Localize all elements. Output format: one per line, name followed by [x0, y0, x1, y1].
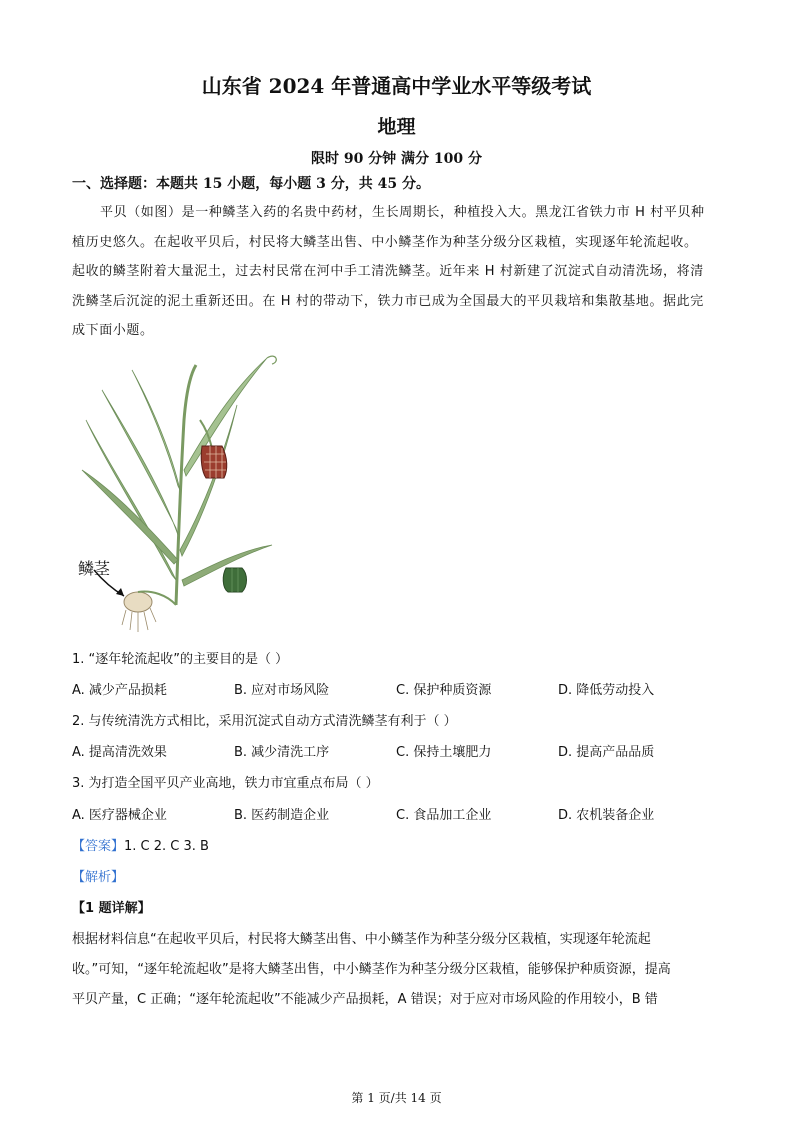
question-1-option-d: D. 降低劳动投入	[558, 683, 655, 698]
analysis-line: 根据材料信息“在起收平贝后，村民将大鳞茎出售、中小鳞茎作为种茎分级分区栽植，实现逐年轮流起	[72, 932, 651, 947]
question-3-option-b: B. 医药制造企业	[234, 808, 330, 823]
bulb-label: 鳞茎	[78, 559, 111, 578]
intro-line: 成下面小题。	[72, 323, 154, 338]
question-2-option-c: C. 保持土壤肥力	[396, 745, 492, 760]
analysis-line: 平贝产量，C 正确；“逐年轮流起收”不能减少产品损耗，A 错误；对于应对市场风险的作用较小，B 错	[72, 992, 658, 1007]
intro-line: 起收的鳞茎附着大量泥土，过去村民常在河中手工清洗鳞茎。近年来 H 村新建了沉淀式自动清洗场，将清	[72, 264, 704, 279]
answer-values: 1. C 2. C 3. B	[124, 839, 209, 854]
detail-heading: 【1 题详解】	[72, 901, 151, 916]
intro-line: 植历史悠久。在起收平贝后，村民将大鳞茎出售、中小鳞茎作为种茎分级分区栽植，实现逐年轮流起收。	[72, 234, 698, 250]
question-2-stem: 2. 与传统清洗方式相比，采用沉淀式自动方式清洗鳞茎有利于（ ）	[72, 714, 457, 729]
fritillaria-plant-illustration	[72, 350, 282, 639]
answer-tag: 【答案】	[72, 839, 125, 854]
question-1-stem: 1. “逐年轮流起收”的主要目的是（ ）	[72, 652, 289, 667]
question-2-option-d: D. 提高产品品质	[558, 745, 655, 760]
question-1-option-c: C. 保护种质资源	[396, 683, 492, 698]
intro-line: 洗鳞茎后沉淀的泥土重新还田。在 H 村的带动下，铁力市已成为全国最大的平贝栽培和集散基地。据此完	[72, 293, 704, 309]
analysis-paragraph	[72, 925, 722, 1015]
intro-line: 平贝（如图）是一种鳞茎入药的名贵中药材，生长周期长，种植投入大。黑龙江省铁力市 H 村平贝种	[100, 205, 705, 220]
section-heading: 一、选择题：本题共 15 小题，每小题 3 分，共 45 分。	[72, 176, 430, 192]
subject-title: 地理	[377, 116, 416, 138]
analysis-line: 收。”可知，“逐年轮流起收”是将大鳞茎出售，中小鳞茎作为种茎分级分区栽植，能够保护种质资源，提高	[72, 962, 671, 977]
page-footer: 第 1 页/共 14 页	[351, 1091, 442, 1105]
question-1-option-a: A. 减少产品损耗	[72, 683, 167, 698]
question-2-option-b: B. 减少清洗工序	[234, 745, 330, 760]
answer-line	[72, 835, 209, 854]
question-1-option-b: B. 应对市场风险	[234, 683, 330, 698]
exam-title: 山东省 2024 年普通高中学业水平等级考试	[201, 74, 592, 98]
question-3-option-a: A. 医疗器械企业	[72, 808, 167, 823]
analysis-tag: 【解析】	[72, 870, 125, 885]
question-3-option-c: C. 食品加工企业	[396, 808, 492, 823]
time-score-limits: 限时 90 分钟 满分 100 分	[310, 151, 483, 167]
question-3-option-d: D. 农机装备企业	[558, 808, 655, 823]
question-3-stem: 3. 为打造全国平贝产业高地，铁力市宜重点布局（ ）	[72, 776, 379, 791]
intro-passage	[72, 198, 722, 346]
question-2-option-a: A. 提高清洗效果	[72, 745, 167, 760]
